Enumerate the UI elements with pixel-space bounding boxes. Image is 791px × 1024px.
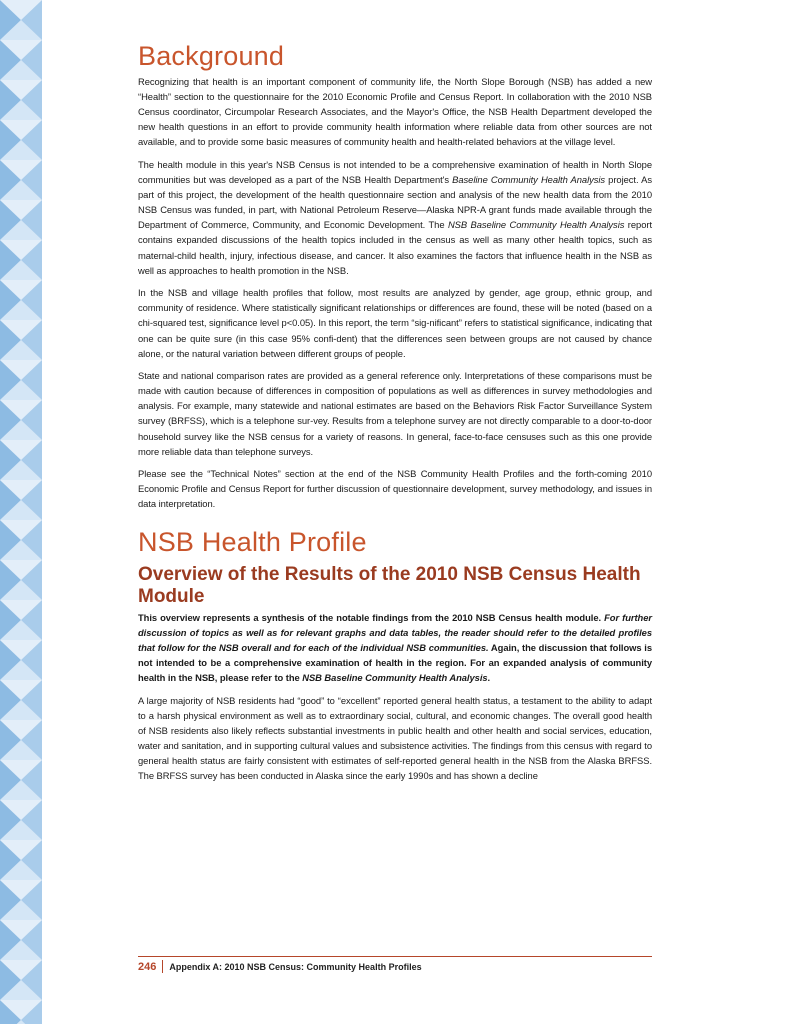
background-paragraph-4: State and national comparison rates are provided as a general reference only. Interpretations of these comparisons must be made with caution because of differences in composition of populations as well as differences in survey methodologies and analysis. For example, many statewide and national estimates are based on the Behaviors Risk Factor Surveillance System survey (BRFSS), which is a telephone sur-vey. Results from a telephone survey are not directly comparable to a door-to-door household survey like the NSB census for a variety of reasons. In general, face-to-face censuses such as this one provide more reliable data than telephone surveys. bbox=[138, 370, 652, 457]
health-profile-heading: NSB Health Profile bbox=[138, 526, 367, 557]
overview-subheading: Overview of the Results of the 2010 NSB Census Health Module bbox=[138, 563, 641, 607]
decorative-border bbox=[0, 0, 42, 1024]
overview-paragraph-2: A large majority of NSB residents had “good” to “excellent” reported general health status, a testament to the ability to adapt to a harsh physical environment as well as to extraordinary social, cultural, and economic changes. The overall good health of NSB residents also likely reflects substantial investments in public health and other health and social services, education, water and sanitation, and in supporting cultural values and subsistence activities. The findings from this census with regard to general health status are fairly consistent with estimates of self-reported general health in the NSB from the Alaska BRFSS. The BRFSS survey has been conducted in Alaska since the early 1990s and has shown a decline bbox=[138, 694, 652, 781]
background-heading: Background bbox=[138, 41, 285, 71]
triangle-pattern bbox=[0, 0, 42, 1024]
page-footer bbox=[138, 956, 652, 973]
background-paragraph-1: Recognizing that health is an important component of community life, the North Slope Borough (NSB) has added a new “Health” section to the questionnaire for the 2010 Economic Profile and Census Report. In collaboration with the 2010 NSB Census coordinator, Circumpolar Research Associates, and the Mayor's Office, the NSB Health Department developed the new health questions in an effort to provide community health information where reliable data from other sources are not available, and to provide some basic measures of community health and health-related behaviors at the village level. bbox=[138, 76, 652, 148]
background-paragraph-3: In the NSB and village health profiles that follow, most results are analyzed by gender, age group, ethnic group, and community of residence. Where statistically significant relationships or differences are found, these will be noted (based on a chi-squared test, significance level p<0.05). In this report, the term “sig-nificant” refers to statistical significance, indicating that one can be quite sure (in this case 95% confi-dent) that the differences seen between groups are not caused by chance alone, or the natural variation between different groups of people. bbox=[138, 287, 652, 359]
page-content bbox=[138, 40, 652, 791]
background-paragraph-2: The health module in this year's NSB Census is not intended to be a comprehensive examination of health in North Slope communities but was developed as a part of the NSB Health Department's Baseline Community Health Analysis project. As part of this project, the development of the health questionnaire section and analysis of the new health data from the 2010 NSB Census was funded, in part, with National Petroleum Reserve—Alaska NPR-A grant funds made available through the Department of Commerce, Community, and Economic Development. The NSB Baseline Community Health Analysis report contains expanded discussions of the health topics included in the census as well as many other health topics, such as maternal-child health, injury, infectious disease, and cancer. It also examines the factors that influence health in the NSB as well as approaches to health promotion in the NSB. bbox=[138, 158, 652, 276]
page-number: 246 bbox=[138, 960, 157, 973]
footer-divider bbox=[162, 960, 163, 973]
background-paragraph-5: Please see the “Technical Notes” section at the end of the NSB Community Health Profiles and the forth-coming 2010 Economic Profile and Census Report for further discussion of questionnaire development, survey methodology, and issues in data interpretation. bbox=[138, 468, 652, 510]
footer-title: Appendix A: 2010 NSB Census: Community Health Profiles bbox=[169, 961, 422, 972]
overview-paragraph-1: This overview represents a synthesis of the notable findings from the 2010 NSB Census health module. For further discussion of topics as well as for relevant graphs and data tables, the reader should refer to the detailed profiles that follow for the NSB overall and for each of the individual NSB communities. Again, the discussion that follows is not intended to be a comprehensive examination of health in the region. For an expanded analysis of community health in the NSB, please refer to the NSB Baseline Community Health Analysis. bbox=[138, 611, 652, 683]
